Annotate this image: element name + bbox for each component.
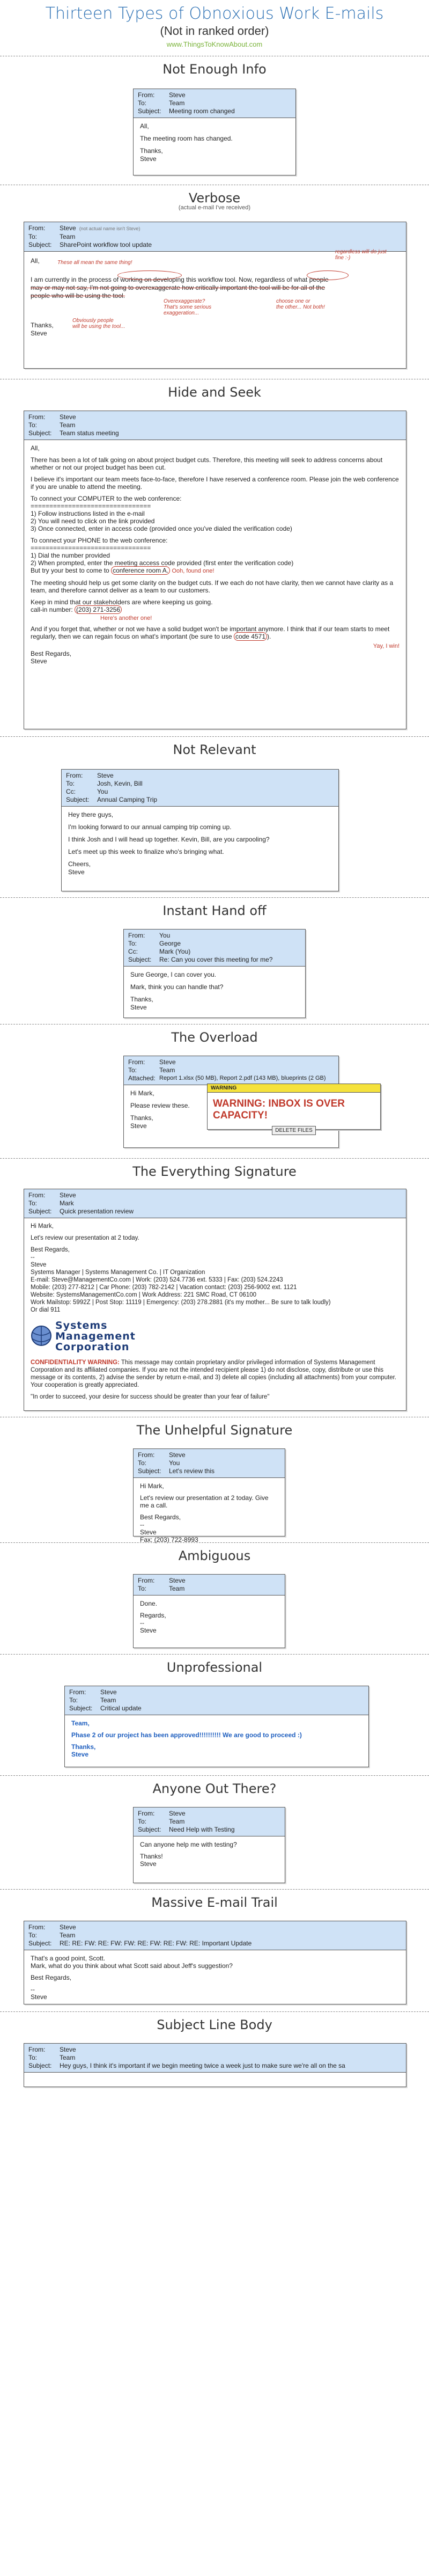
section-everything-signature [0,1158,429,1417]
verbose-line-1: I am currently in the process of working on developing this workflow tool. Now, regardless of what people [31,276,329,283]
from-field: Steve [60,413,76,421]
from-field: Steve [60,1191,76,1199]
from-field: Steve [60,224,76,232]
warning-titlebar: WARNING [208,1084,380,1093]
from-field: Steve [100,1688,117,1696]
email-body: Hi Mark, Please review these. Thanks, Steve [130,1089,190,1130]
email-window[interactable] [64,1686,369,1767]
email-window[interactable] [61,769,339,891]
from-field: Steve [169,1451,186,1459]
email-header: From: Steve To: Team Attached: Report 1.xlsx (50 MB), Report 2.pdf (143 MB), blueprints (2 GB) [124,1056,338,1085]
email-window[interactable] [24,1921,406,2004]
to-field: Team [159,1066,175,1074]
email-header: From: Steve To: Team Subject: Meeting room changed [134,89,295,118]
annotation-circle [307,270,349,280]
confidentiality-text: This message may contain proprietary and/or privileged information of Systems Management Corporation and its affiliated companies. If you are not the intended recipient please 1) do not disclose, copy, distribute or use this message or its contents, 2) advise the sender by return e-mail, and 3) delete all copies (including all attachments) from your computer. Your cooperation is greatly appreciated. [31,1359,397,1388]
email-header: From: Steve To: Team Subject: Hey guys, I think it's important if we begin meeting twice a week just to make sure we're all on the sa [24,2044,406,2073]
email-body: Done. Regards, -- Steve [140,1600,166,1634]
page-subtitle: (Not in ranked order) [160,24,269,38]
email-window[interactable] [123,929,306,1018]
to-field: Team [169,1585,185,1592]
email-window[interactable] [24,411,406,729]
email-body: Hi Mark, Let's review our presentation at 2 today. Best Regards, -- Steve Systems Manager | Systems Management Co. | IT Organization E-mail: Steve@ManagementCo.com | Work: (203) 524.7736 ext. 5333 | Fax: (203) 524.2243 Mobile: (203) 277-8212 | Car Phone: (203) 782-2142 | Vacation contact: (203) 256-9002 ext. 1121 Website: SystemsManagementCo.com | Work Address: 221 SMC Road, CT 06100 Work Mailstop: 5992Z | Post Stop: 11119 | Emergency: (203) 278.2881 (it's my mother... Be sure to talk loudly) Or dial 911 Systems Management Corporation CONFIDENTIALITY WARNING: This message may contain proprietary and/or privileged information of Systems Management Corporation and its affiliated companies. If you are not the intended recipient please 1) do not disclose, copy, distribute or use this message or its contents, 2) advise the sender by return e-mail, and 3) delete all copies (including all attachments) from your computer. Your cooperation is greatly appreciated. "In order to succeed, your desire for success should be greater than your fear of failure" [24,1218,406,1405]
logo-globe-icon [31,1319,52,1352]
to-field: Team [60,2054,76,2061]
annotation: These all mean the same thing! [57,260,132,266]
email-window[interactable] [24,222,406,369]
section-title: Anyone Out There? [152,1781,277,1796]
annotation: Overexaggerate? That's some serious exaggeration... [164,298,212,316]
subject-field: Re: Can you cover this meeting for me? [159,956,273,963]
to-field: Team [100,1696,116,1704]
email-window[interactable] [133,89,296,175]
email-header: From: Steve (not actual name isn't Steve) To: Team Subject: SharePoint workflow tool update [24,222,406,252]
from-field: Steve [169,1810,186,1817]
unprofessional-message: Phase 2 of our project has been approved!!!!!!!!!! We are good to proceed :) [71,1731,302,1739]
annotation: choose one or the other... Not both! [276,298,325,310]
to-field: Mark [60,1199,74,1207]
logo-line-2: Management [55,1330,136,1342]
from-field: Steve [97,772,114,779]
section-title: Instant Hand off [162,903,267,918]
section-title: Ambiguous [178,1548,251,1563]
email-body: Hey there guys, I'm looking forward to our annual camping trip coming up. I think Josh and I will head up together. Kevin, Bill, are you carpooling? Let's meet up this week to finalize who's bringing what. Cheers, Steve [68,811,270,876]
cc-field: Mark (You) [159,948,191,955]
annotation: Here's another one! [100,615,152,621]
section-title: Subject Line Body [157,2017,272,2032]
email-header: From: Steve To: You Subject: Let's review this [134,1449,285,1478]
email-body: Hi Mark, Let's review our presentation at 2 today. Give me a call. Best Regards, -- Steve Fax: (203) 722-8993 [134,1478,285,1548]
page-title: Thirteen Types of Obnoxious Work E-mails [45,4,384,23]
from-field: Steve [60,1923,76,1931]
annotation-circle [117,270,182,280]
section-not-relevant [0,736,429,897]
from-field: Steve [169,1577,186,1584]
section-title: The Everything Signature [132,1164,297,1179]
section-ambiguous [0,1542,429,1654]
subject-field: Annual Camping Trip [97,796,158,803]
email-header: From: Steve To: Team [134,1575,285,1596]
to-field: Team [169,99,185,107]
section-title: Not Relevant [173,742,256,757]
section-unprofessional [0,1654,429,1775]
subject-field: Team status meeting [60,429,119,437]
email-window[interactable] [24,2043,406,2087]
section-title: Hide and Seek [168,385,261,400]
subject-field: Critical update [100,1704,142,1712]
email-body: Can anyone help me with testing? Thanks! Steve [140,1841,237,1868]
annotation: Obviously people will be using the tool... [72,318,125,330]
subject-field: Meeting room changed [169,107,235,115]
email-body: All, The meeting room has changed. Thanks, Steve [140,122,233,163]
from-field: You [159,932,171,939]
email-window[interactable] [24,1189,406,1411]
to-field: Team [60,233,76,240]
section-massive-email-trail [0,1889,429,2011]
section-instant-hand-off [0,897,429,1024]
email-body: All, I am currently in the process of working on developing this workflow tool. Now, regardless of what people may or may not say, I'm not going to overexaggerate how critically important the tool will be for all of the people who will be using the tool. Thanks, Steve [24,252,406,342]
to-field: Team [60,421,76,429]
from-field: Steve [169,91,186,99]
section-unhelpful-signature [0,1417,429,1542]
email-header: From: Steve To: Team Subject: RE: RE: FW: RE: FW: FW: RE: FW: RE: FW: RE: Important Update [24,1921,406,1950]
site-url[interactable]: www.ThingsToKnowAbout.com [166,40,263,48]
signature-block: Systems Manager | Systems Management Co. | IT Organization E-mail: Steve@ManagementCo.com | Work: (203) 524.7736 ext. 5333 | Fax: (203) 524.2243 Mobile: (203) 277-8212 | Car Phone: (203) 782-2142 | Vacation contact: (203) 256-9002 ext. 1121 Website: SystemsManagementCo.com | Work Address: 221 SMC Road, CT 06100 Work Mailstop: 5992Z | Post Stop: 11119 | Emergency: (203) 278.2881 (it's my mother... Be sure to talk loudly) Or dial 911 [31,1269,331,1313]
hidden-detail-phone: (203) 271-3256 [75,605,122,614]
from-field: Steve [60,2046,76,2053]
cc-field: You [97,788,108,795]
email-header: From: You To: George Cc: Mark (You) Subject: Re: Can you cover this meeting for me? [124,930,305,967]
annotation: Yay, I win! [373,643,400,649]
email-header: From: Steve To: Team Subject: Team status meeting [24,411,406,440]
delete-files-button[interactable]: DELETE FILES [272,1126,316,1135]
to-field: Team [60,1931,76,1939]
section-not-enough-info [0,56,429,185]
subject-field: Let's review this [169,1467,214,1475]
verbose-line-2: may or may not say, I'm not going to overexaggerate how critically important the tool will be for all of the [31,284,325,291]
section-title: Not Enough Info [162,62,267,77]
email-body: Sure George, I can cover you. Mark, think you can handle that? Thanks, Steve [130,971,224,1011]
email-header: From: Steve To: Team Subject: Critical update [65,1686,368,1715]
email-body: All, There has been a lot of talk going on about project budget cuts. Therefore, this meeting will seek to address concerns about whether or not our project budget has been cut. I believe it's important our team meets face-to-face, therefore I have reserved a conference room. Please join the web conference if you are unable to attend the meeting. To connect your COMPUTER to the web conference: ================================ 1) Follow instructions listed in the e-mail 2) You will need to click on the link provided 3) Once connected, enter in access code (provided once you've dialed the verification code) To connect your PHONE to the web conference: ================================ 1) Dial the number provided 2) When prompted, enter the meeting access code provided (first enter the verification code) But try your best to come to conference room A. Ooh, found one! The meeting should help us get some clarity on the budget cuts. If we each do not have clarity, then we cannot have clarity as a team, and therefore cannot deliver as a team to our customers. Keep in mind that our stakeholders are where keeping us going. call-in number: (203) 271-3256 Here's another one! And if you forget that, whether or not we have a solid budget won't be important anymore. I think that if our team starts to meet regularly, then we can regain focus on what's important (be sure to use code 4571 ). Yay, I win! Best Regards, Steve [31,444,400,665]
annotation: Ooh, found one! [172,568,214,574]
warning-dialog[interactable] [207,1084,381,1133]
fax-number: Fax: (203) 722-8993 [140,1536,198,1543]
section-title: Verbose [188,191,241,206]
email-header: From: Steve To: Mark Subject: Quick presentation review [24,1189,406,1218]
to-field: George [159,940,181,947]
subject-field: RE: RE: FW: RE: FW: FW: RE: FW: RE: FW: RE: Important Update [60,1940,252,1947]
logo-line-1: Systems [55,1320,108,1331]
email-window[interactable] [133,1448,285,1543]
from-field: Steve [159,1058,176,1066]
email-header: From: Steve To: Team Subject: Need Help with Testing [134,1807,285,1836]
to-field: Team [169,1818,185,1825]
hidden-detail-room: conference room A. [111,566,170,575]
section-note: (actual e-mail I've received) [178,204,251,211]
section-title: Massive E-mail Trail [151,1895,278,1910]
to-field: Josh, Kevin, Bill [97,780,143,787]
section-title: The Unhelpful Signature [136,1423,293,1438]
email-window[interactable] [133,1574,285,1648]
section-hide-and-seek [0,379,429,736]
email-header: From: Steve To: Josh, Kevin, Bill Cc: You Subject: Annual Camping Trip [62,770,338,807]
company-logo [31,1318,400,1356]
section-title: Unprofessional [166,1660,263,1675]
subject-field: SharePoint workflow tool update [60,241,152,248]
logo-line-3: Corporation [55,1341,130,1353]
subject-field: Hey guys, I think it's important if we begin meeting twice a week just to make sure we're all on the sa [60,2062,345,2069]
hidden-detail-code: code 4571 [234,632,267,641]
subject-field: Quick presentation review [60,1208,134,1215]
verbose-line-3: people who will be using the tool. [31,292,125,299]
email-body: Team, Phase 2 of our project has been approved!!!!!!!!!! We are good to proceed :) Thanks, Steve [65,1715,368,1762]
subject-field: Need Help with Testing [169,1826,235,1833]
signature-quote: "In order to succeed, your desire for success should be greater than your fear of failure" [31,1394,270,1400]
email-window[interactable] [133,1807,285,1883]
section-the-overload [0,1024,429,1158]
section-subject-line-body [0,2011,429,2091]
warning-message: WARNING: INBOX IS OVER CAPACITY! [213,1098,345,1121]
confidentiality-title: CONFIDENTIALITY WARNING: [31,1359,120,1366]
section-title: The Overload [171,1030,258,1045]
from-aside: (not actual name isn't Steve) [79,226,140,231]
infographic-header [0,0,429,56]
attached-field: Report 1.xlsx (50 MB), Report 2.pdf (143 MB), blueprints (2 GB) [159,1075,326,1081]
section-verbose [0,185,429,379]
to-field: You [169,1459,180,1467]
section-anyone-out-there [0,1775,429,1889]
annotation: regardless will do just fine :-) [335,249,387,261]
email-body: That's a good point, Scott. Mark, what do you think about what Scott said about Jeff's suggestion? Best Regards, -- Steve [31,1955,233,2001]
